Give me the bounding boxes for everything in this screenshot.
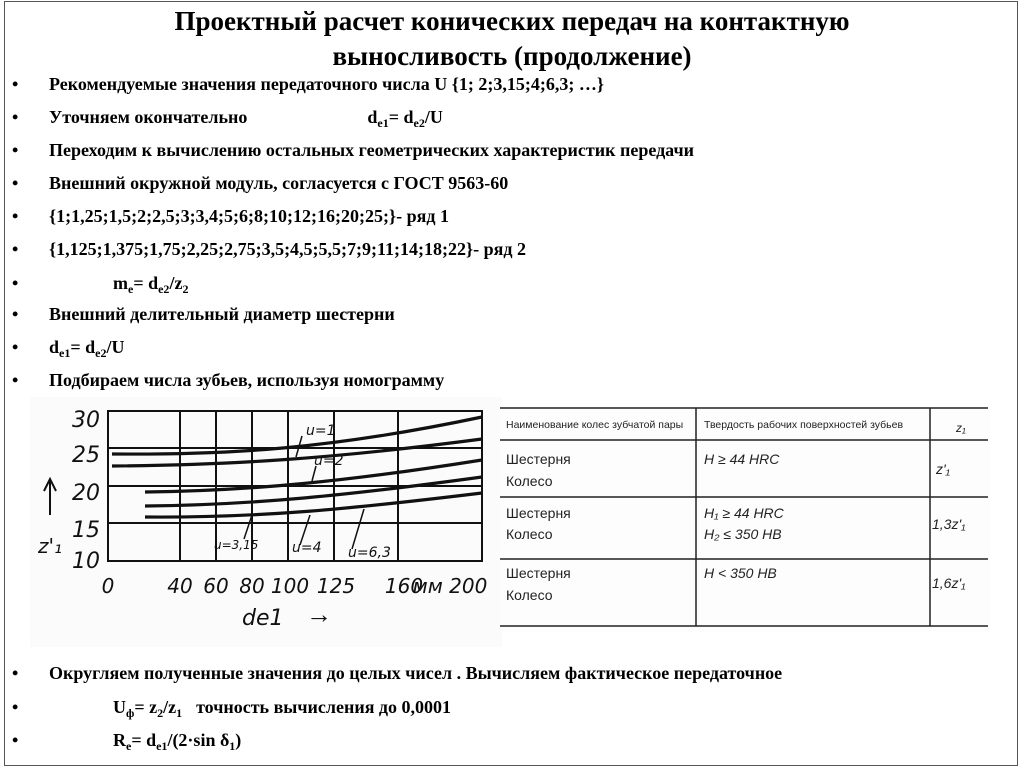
table-cell-hardness: H < 350 HB — [704, 565, 777, 581]
x-axis-arrow: → — [306, 600, 332, 629]
teeth-table — [500, 406, 990, 632]
table-header: Наименование колес зубчатой пары — [506, 419, 684, 431]
bullet-text: Рекомендуемые значения передаточного числа U {1; 2;3,15;4;6,3; …} — [49, 74, 604, 94]
title-line-2: выносливость (продолжение) — [332, 41, 692, 71]
bullet-marker: • — [12, 273, 19, 293]
table-header: Твердость рабочих поверхностей зубьев — [704, 419, 904, 431]
bullet-marker: • — [12, 74, 19, 94]
title-line-1: Проектный расчет конических передач на контактную — [174, 6, 850, 36]
bullet-marker: • — [12, 239, 19, 259]
bullet-marker: • — [12, 173, 19, 193]
table-cell-z: 1,6z'₁ — [932, 575, 966, 591]
table-cell-hardness: H₁ ≥ 44 HRC — [704, 505, 784, 521]
x-tick-label: 100 — [270, 574, 310, 598]
table-cell-name: Шестерня — [506, 565, 571, 581]
bullet-marker: • — [12, 140, 19, 160]
curve-label: u=2 — [314, 453, 344, 469]
table-cell-hardness: H ≥ 44 HRC — [704, 451, 780, 467]
y-axis-label: z'₁ — [38, 534, 63, 558]
table-cell-name: Шестерня — [506, 505, 571, 521]
y-tick-label: 20 — [72, 481, 100, 506]
x-tick-label: 160 — [384, 574, 424, 598]
x-axis-label: de1 — [242, 606, 284, 631]
bullet-marker: • — [12, 206, 19, 226]
y-tick-label: 30 — [72, 408, 100, 433]
x-tick-label: мм 200 — [412, 574, 488, 598]
y-tick-label: 15 — [72, 518, 100, 543]
x-tick-label: 40 — [167, 574, 193, 598]
x-tick-label: 0 — [101, 574, 115, 598]
bullet-marker: • — [12, 697, 19, 717]
bullet-marker: • — [12, 730, 19, 750]
table-cell-z: 1,3z'₁ — [932, 516, 966, 532]
bullet-text: Переходим к вычислению остальных геометрических характеристик передачи — [49, 140, 694, 160]
bullet-marker: • — [12, 337, 19, 357]
nomogram-figure — [30, 397, 502, 647]
bullet-text: {1,125;1,375;1,75;2,25;2,75;3,5;4,5;5,5;7;9;11;14;18;22}- ряд 2 — [49, 239, 526, 259]
table-header: z₁ — [956, 421, 966, 435]
table-cell-hardness: H₂ ≤ 350 HB — [704, 526, 782, 542]
bullet-text: $U_ф= z_2/z_1$ точность вычисления до 0,0001 — [113, 697, 452, 720]
bullet-text: $m_e= d_{e2}/z_2$ — [113, 273, 189, 296]
y-tick-label: 10 — [72, 549, 100, 574]
bullet-marker: • — [12, 370, 19, 390]
x-tick-label: 60 — [203, 574, 229, 598]
curve-label: u=3,15 — [214, 538, 259, 552]
table-cell-name: Шестерня — [506, 451, 571, 467]
bullet-text: $R_e= d_{e1}/(2\cdot\sin$ $\delta_1$) — [113, 730, 242, 753]
bullet-text: Уточняем окончательно $d_{e1}= d_{e2}/U$ — [49, 107, 443, 130]
bullet-text: $d_{e1}= d_{e2}/U$ — [49, 337, 125, 360]
curve-label: u=4 — [292, 540, 322, 556]
bullet-text: {1;1,25;1,5;2;2,5;3;3,4;5;6;8;10;12;16;20;25;}- ряд 1 — [49, 206, 449, 226]
bullet-text: Внешний окружной модуль, согласуется с ГОСТ 9563-60 — [49, 173, 509, 193]
curve-label: u=1 — [306, 423, 336, 439]
table-cell-name: Колесо — [506, 526, 553, 542]
y-tick-label: 25 — [72, 443, 100, 468]
table-cell-z: z'₁ — [936, 461, 951, 477]
table-cell-name: Колесо — [506, 587, 553, 603]
x-tick-label: 80 — [239, 574, 265, 598]
x-tick-label: 125 — [316, 574, 356, 598]
bullet-marker: • — [12, 304, 19, 324]
bullet-text: Подбираем числа зубьев, используя номограмму — [49, 370, 445, 390]
slide-title — [0, 4, 1024, 74]
bullet-marker: • — [12, 663, 19, 683]
table-cell-name: Колесо — [506, 473, 553, 489]
bullet-marker: • — [12, 107, 19, 127]
curve-label: u=6,3 — [348, 545, 391, 561]
bullet-text: Внешний делительный диаметр шестерни — [49, 304, 395, 324]
bullet-text: Округляем полученные значения до целых чисел . Вычисляем фактическое передаточное — [49, 663, 783, 683]
